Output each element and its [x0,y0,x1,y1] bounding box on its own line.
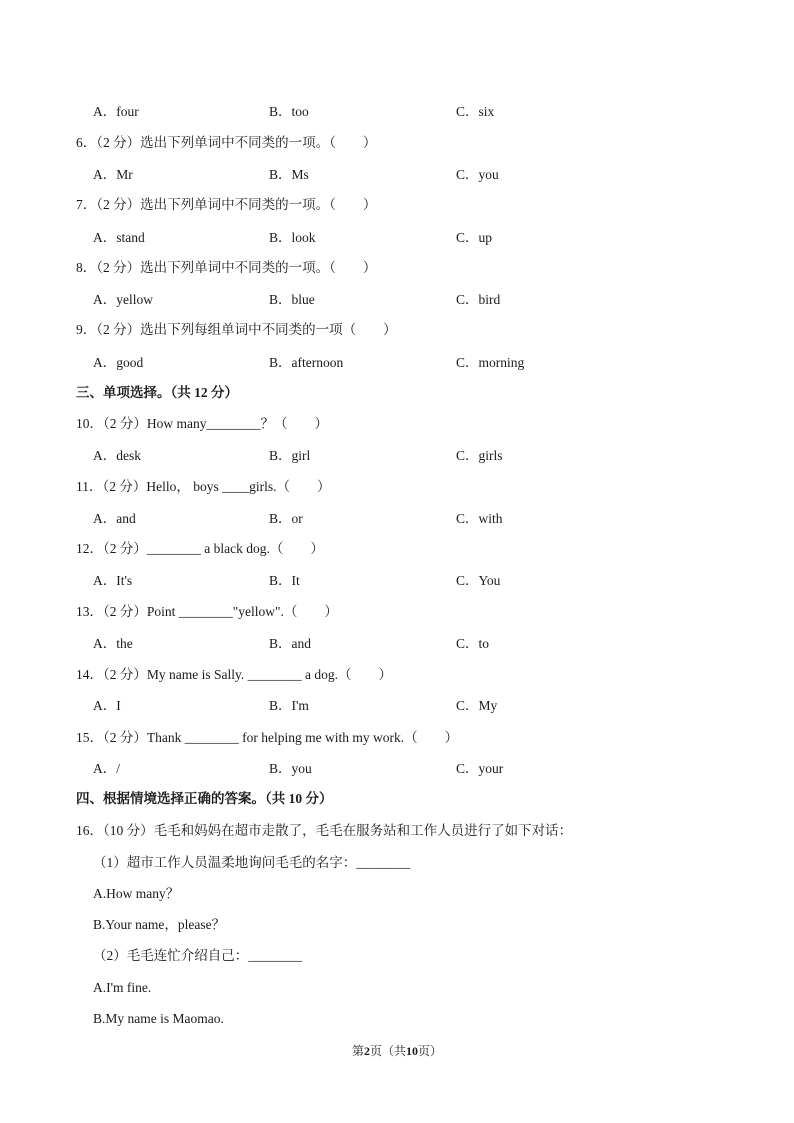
sub-item: A.How many？ [93,886,180,901]
option-a: A．stand [93,230,145,245]
option-b: B．look [269,230,316,245]
footer-total-pages: 10 [406,1044,418,1058]
option-c: C．your [456,761,504,776]
question-text: 11．（2 分）Hello， boys ____girls.（ ） [76,479,331,494]
option-c: C．morning [456,355,525,370]
option-a: A．Mr [93,167,133,182]
sub-item: B.Your name，please？ [93,917,226,932]
footer-prefix: 第 [351,1044,364,1058]
option-a: A．the [93,636,133,651]
option-b: B．you [269,761,312,776]
option-b: B．or [269,511,303,526]
option-b: B．afternoon [269,355,344,370]
option-a: A．desk [93,448,141,463]
question-text: 14．（2 分）My name is Sally. ________ a dog.（ ） [76,667,392,682]
footer-mid: 页（共 [369,1044,406,1058]
option-a: A．It's [93,573,133,588]
footer-suffix: 页） [418,1044,443,1058]
question-text: 8．（2 分）选出下列单词中不同类的一项。（ ） [76,260,377,275]
option-a: A．/ [93,761,120,776]
question-text: 10．（2 分）How many________？（ ） [76,416,328,431]
sub-item: A.I'm fine. [93,980,152,995]
question-text: 7．（2 分）选出下列单词中不同类的一项。（ ） [76,197,377,212]
question-text: 12．（2 分）________ a black dog.（ ） [76,541,324,556]
question-text: 6．（2 分）选出下列单词中不同类的一项。（ ） [76,135,377,150]
option-b: B．blue [269,292,315,307]
question-text: 13．（2 分）Point ________"yellow".（ ） [76,604,338,619]
option-b: B．Ms [269,167,309,182]
option-a: A．good [93,355,144,370]
option-c: C．to [456,636,490,651]
sub-item: （2）毛毛连忙介绍自己：________ [93,948,303,963]
option-b: B．too [269,104,309,119]
option-c: C．up [456,230,493,245]
option-b: B．It [269,573,300,588]
page-footer [0,1043,794,1059]
question-text: 15．（2 分）Thank ________ for helping me with my work.（ ） [76,730,459,745]
sub-item: B.My name is Maomao. [93,1011,224,1026]
option-c: C．you [456,167,499,182]
option-b: B．I'm [269,698,309,713]
section-heading: 三、单项选择。（共 12 分） [76,385,238,400]
option-c: C．girls [456,448,503,463]
option-a: A．yellow [93,292,153,307]
question-text: 9．（2 分）选出下列每组单词中不同类的一项（ ） [76,322,397,337]
option-a: A．four [93,104,139,119]
option-a: A．I [93,698,121,713]
option-b: B．girl [269,448,311,463]
footer-page-number: 2 [363,1044,370,1058]
option-c: C．six [456,104,495,119]
option-c: C．My [456,698,498,713]
option-c: C．with [456,511,503,526]
section-heading: 四、根据情境选择正确的答案。（共 10 分） [76,791,333,806]
option-a: A．and [93,511,136,526]
option-c: C．You [456,573,501,588]
question-text: 16．（10 分）毛毛和妈妈在超市走散了，毛毛在服务站和工作人员进行了如下对话： [76,823,573,838]
option-b: B．and [269,636,311,651]
option-c: C．bird [456,292,501,307]
sub-item: （1）超市工作人员温柔地询问毛毛的名字：________ [93,855,411,870]
